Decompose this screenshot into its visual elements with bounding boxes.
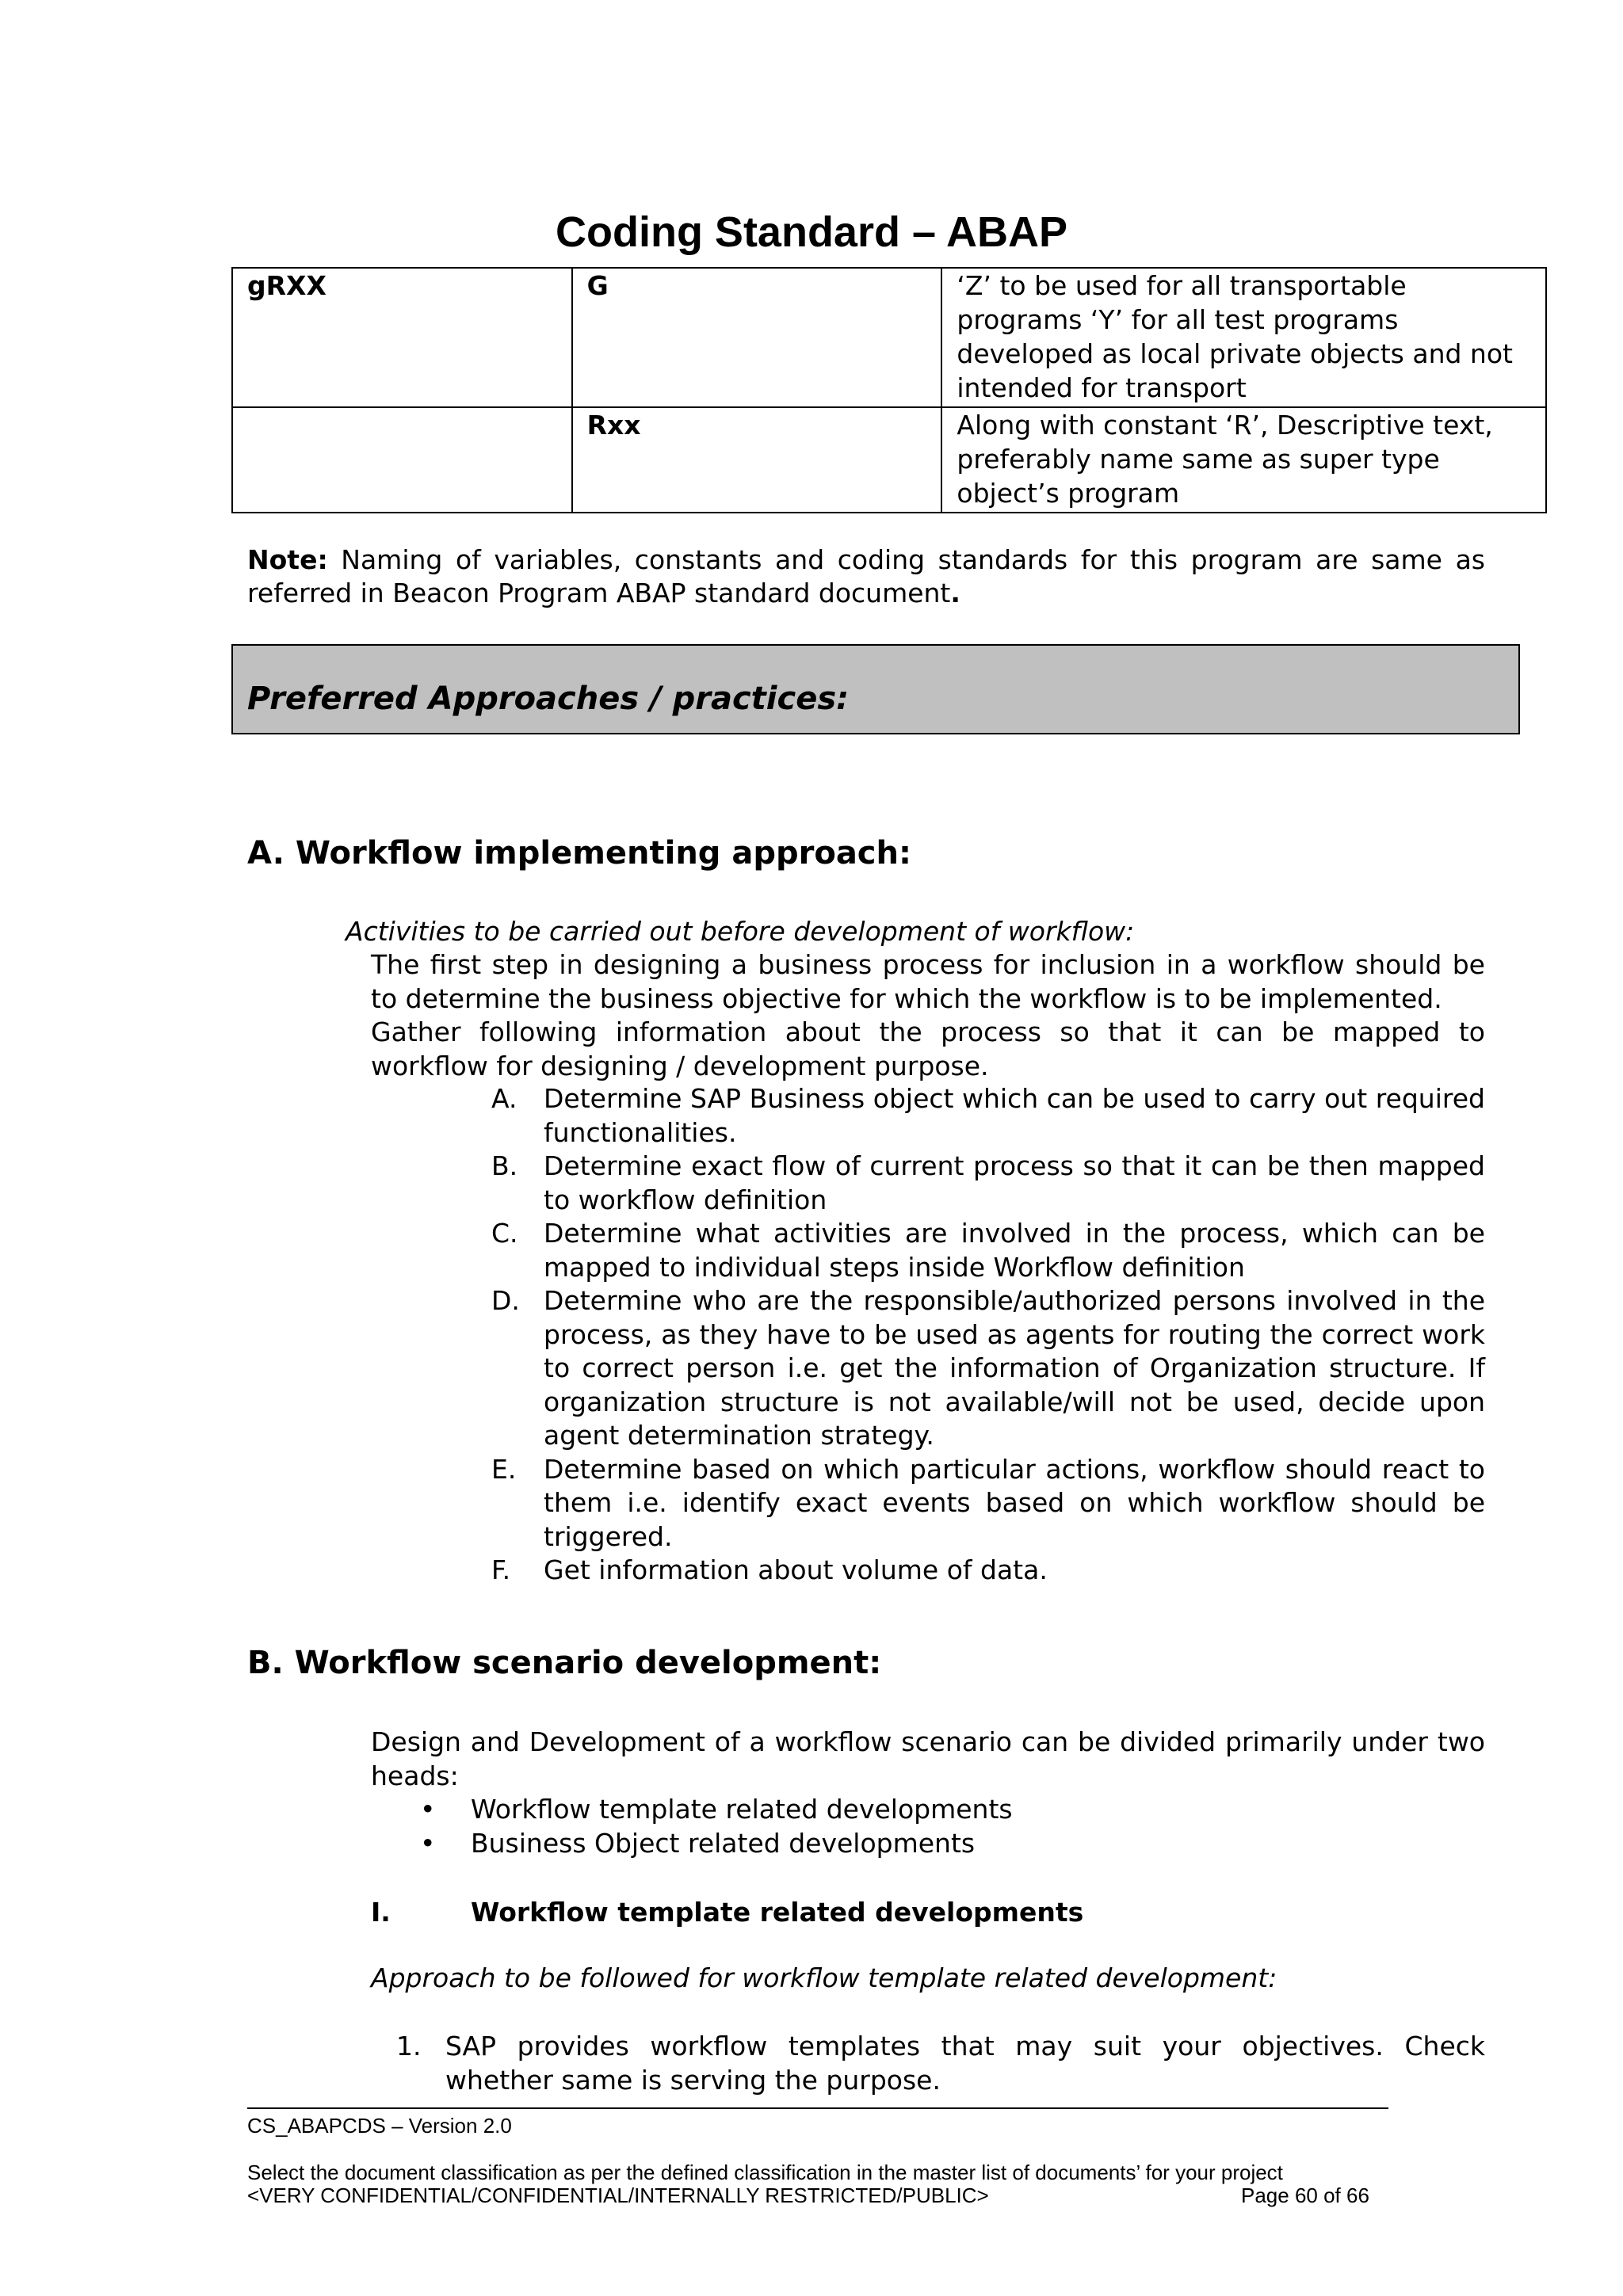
note-label: Note:	[247, 544, 328, 575]
table-row	[232, 407, 1546, 513]
list-marker: E.	[491, 1453, 517, 1485]
list-item-text: Workflow template related developments	[471, 1794, 1013, 1825]
list-item-text: Determine exact flow of current process so that it can be then mapped to workflow definition	[544, 1150, 1485, 1215]
list-marker: A.	[491, 1083, 517, 1114]
footer-classification: <VERY CONFIDENTIAL/CONFIDENTIAL/INTERNALLY RESTRICTED/PUBLIC>	[247, 2183, 989, 2207]
section-banner	[231, 644, 1520, 734]
list-marker: C.	[491, 1218, 518, 1249]
note-paragraph	[247, 543, 1485, 610]
list-item-text: Get information about volume of data.	[544, 1554, 1048, 1585]
footer-instruction: Select the document classification as per the defined classification in the master list of documents’ for your project	[247, 2161, 1283, 2184]
table-cell: Along with constant ‘R’, Descriptive text, preferably name same as super type object’s program	[941, 407, 1546, 513]
list-item-text: Determine SAP Business object which can be used to carry out required functionalities.	[544, 1083, 1485, 1148]
list-item-text: Determine who are the responsible/authorized persons involved in the process, as they have to be used as agents for routing the correct work to correct person i.e. get the information of Organization structure. If organization structure is not available/will not be used, decide upon agent determination strategy.	[544, 1285, 1485, 1451]
intro-paragraph: The first step in designing a business process for inclusion in a workflow should be to determine the business objective for which the workflow is to be implemented.	[371, 949, 1485, 1014]
list-item	[491, 1150, 1485, 1217]
page-title: Coding Standard – ABAP	[555, 208, 1068, 256]
table-cell: Rxx	[572, 407, 942, 513]
footer-version: CS_ABAPCDS – Version 2.0	[247, 2114, 512, 2138]
list-item-text: SAP provides workflow templates that may suit your objectives. Check whether same is serving the purpose.	[445, 2031, 1485, 2096]
list-item	[491, 1082, 1485, 1150]
table-cell: gRXX	[232, 268, 572, 407]
list-item-text: Determine based on which particular actions, workflow should react to them i.e. identify exact events based on which workflow should be triggered.	[544, 1453, 1485, 1552]
list-item	[491, 1217, 1485, 1284]
bullet-icon: •	[420, 1794, 436, 1825]
heads-list	[371, 1793, 1013, 1860]
table-cell: G	[572, 268, 942, 407]
table-cell	[232, 407, 572, 513]
table-row	[232, 268, 1546, 407]
note-text: Naming of variables, constants and coding standards for this program are same as referred in Beacon Program ABAP standard document	[247, 544, 1485, 608]
approach-lead: Approach to be followed for workflow template related development:	[371, 1962, 1277, 1993]
approach-list	[396, 2030, 1485, 2097]
list-item	[491, 1554, 1485, 1588]
footer-page-number: Page 60 of 66	[1241, 2183, 1369, 2207]
activities-list	[491, 1082, 1485, 1588]
section-a-heading: A. Workflow implementing approach:	[247, 835, 911, 871]
note-end: .	[950, 578, 960, 608]
list-item	[491, 1453, 1485, 1554]
list-marker: D.	[491, 1285, 520, 1316]
gather-paragraph: Gather following information about the process so that it can be mapped to workflow for designing / development purpose.	[371, 1016, 1485, 1081]
table-cell: ‘Z’ to be used for all transportable programs ‘Y’ for all test programs developed as local private objects and not intended for transport	[941, 268, 1546, 407]
list-item	[491, 1284, 1485, 1453]
footer-divider	[247, 2107, 1388, 2109]
list-item-text: Business Object related developments	[471, 1827, 976, 1859]
banner-title: Preferred Approaches / practices:	[247, 681, 850, 717]
bullet-icon: •	[420, 1827, 436, 1859]
list-marker: B.	[491, 1150, 518, 1181]
list-item	[396, 2030, 1485, 2097]
list-item-text: Determine what activities are involved in the process, which can be mapped to individual steps inside Workflow definition	[544, 1218, 1485, 1283]
activities-lead: Activities to be carried out before development of workflow:	[346, 916, 1135, 947]
design-paragraph: Design and Development of a workflow scenario can be divided primarily under two heads:	[371, 1726, 1485, 1791]
subsection-title: Workflow template related developments	[471, 1897, 1084, 1928]
list-marker: F.	[491, 1554, 511, 1585]
subsection-number: I.	[371, 1897, 391, 1928]
section-b-heading: B. Workflow scenario development:	[247, 1645, 882, 1681]
list-item	[371, 1827, 1013, 1861]
list-marker: 1.	[396, 2031, 422, 2061]
naming-convention-table	[231, 267, 1547, 513]
list-item	[371, 1793, 1013, 1827]
